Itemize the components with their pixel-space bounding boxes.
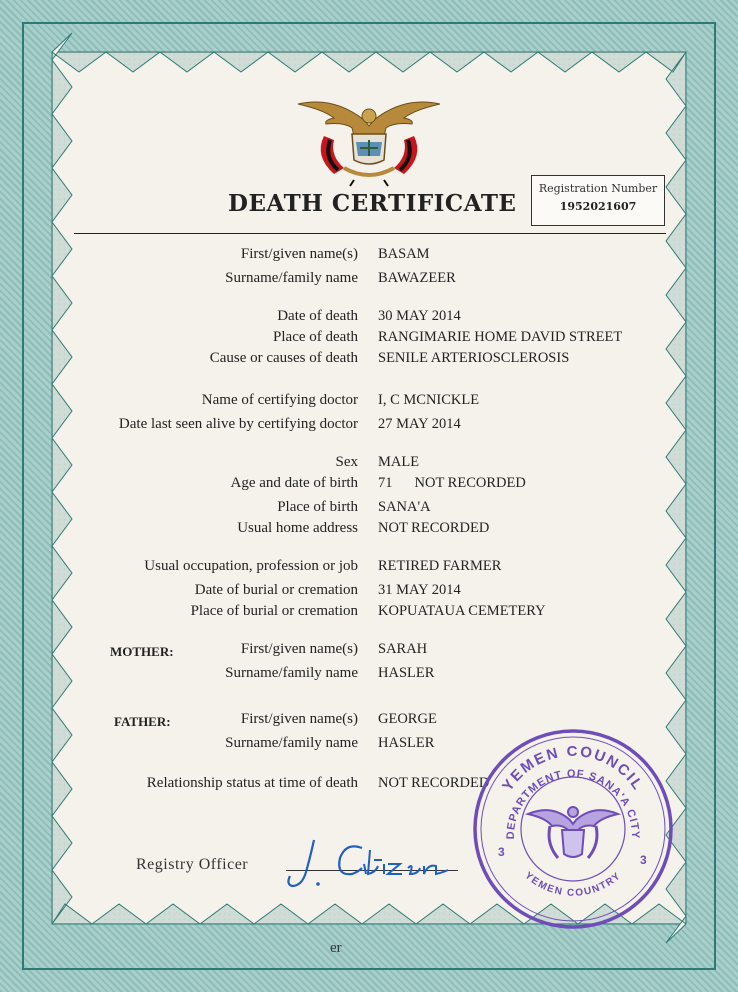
field-label: Usual home address [237,520,358,536]
field-value: HASLER [378,665,435,681]
field-label: Place of birth [277,499,358,515]
seal-eagle-icon [528,807,618,858]
field-label: Name of certifying doctor [201,392,358,408]
field-value: SARAH [378,641,428,657]
field-label: Age and date of birth [230,475,358,491]
field-value: 31 MAY 2014 [378,582,461,598]
field-sex [0,454,738,474]
seal-number-left: 3 [498,845,505,859]
field-home-address [0,520,738,540]
field-date-last-seen [0,416,738,436]
field-place-of-birth [0,499,738,519]
registration-label: Registration Number [538,182,658,195]
field-label: Usual occupation, profession or job [144,558,358,574]
field-date-of-death [0,308,738,328]
field-value: 30 MAY 2014 [378,308,461,324]
field-value: NOT RECORDED [378,520,490,536]
field-value: NOT RECORDED [378,775,490,791]
bottom-text-fragment: er [330,940,342,956]
official-seal [470,726,676,932]
field-label: Date last seen alive by certifying doctor [118,416,358,432]
field-place-of-death [0,329,738,349]
seal-top-text: YEMEN COUNCIL [499,743,647,795]
field-burial-date [0,582,738,602]
seal-middle-text: DEPARTMENT OF SANA'A CITY [504,767,642,840]
field-surname [0,270,738,290]
mother-heading: MOTHER: [110,644,174,659]
field-certifying-doctor [0,392,738,412]
father-heading: FATHER: [114,714,171,729]
field-value: BASAM [378,246,430,262]
field-value: BAWAZEER [378,270,456,286]
field-label: Surname/family name [225,665,358,681]
dob-value: NOT RECORDED [414,475,526,491]
field-label: Surname/family name [225,735,358,751]
field-label: First/given name(s) [240,641,358,657]
field-label: Date of death [277,308,358,324]
field-value: MALE [378,454,420,470]
field-label: Relationship status at time of death [146,775,358,791]
field-label: Cause or causes of death [209,350,358,366]
mother-first-name [0,641,738,661]
field-value: RANGIMARIE HOME DAVID STREET [378,329,623,345]
field-value [378,475,526,492]
field-value: SENILE ARTERIOSCLEROSIS [378,350,570,366]
mother-surname [0,665,738,685]
eagle-emblem [294,96,444,188]
field-label: Date of burial or cremation [194,582,358,598]
field-label: Place of death [273,329,358,345]
field-first-name [0,246,738,266]
field-label: Surname/family name [225,270,358,286]
seal-number-right: 3 [640,853,647,867]
field-label: First/given name(s) [240,711,358,727]
document-title: DEATH CERTIFICATE [228,190,517,217]
field-age-dob [0,475,738,495]
field-label: Sex [335,454,358,470]
field-value: KOPUATAUA CEMETERY [378,603,546,619]
field-value: SANA'A [378,499,431,515]
field-value: GEORGE [378,711,437,727]
field-label: First/given name(s) [240,246,358,262]
title-divider [74,233,666,234]
registry-officer-label: Registry Officer [136,856,249,873]
age-value: 71 [378,475,393,491]
field-occupation [0,558,738,578]
field-cause-of-death [0,350,738,370]
field-value: I, C MCNICKLE [378,392,480,408]
registration-box [531,175,665,226]
field-label: Place of burial or cremation [190,603,358,619]
field-burial-place [0,603,738,623]
field-value: HASLER [378,735,435,751]
field-value: 27 MAY 2014 [378,416,461,432]
handwritten-signature [284,828,464,898]
field-value: RETIRED FARMER [378,558,502,574]
seal-bottom-text: YEMEN COUNTRY [522,870,624,899]
registration-number: 1952021607 [559,200,637,213]
